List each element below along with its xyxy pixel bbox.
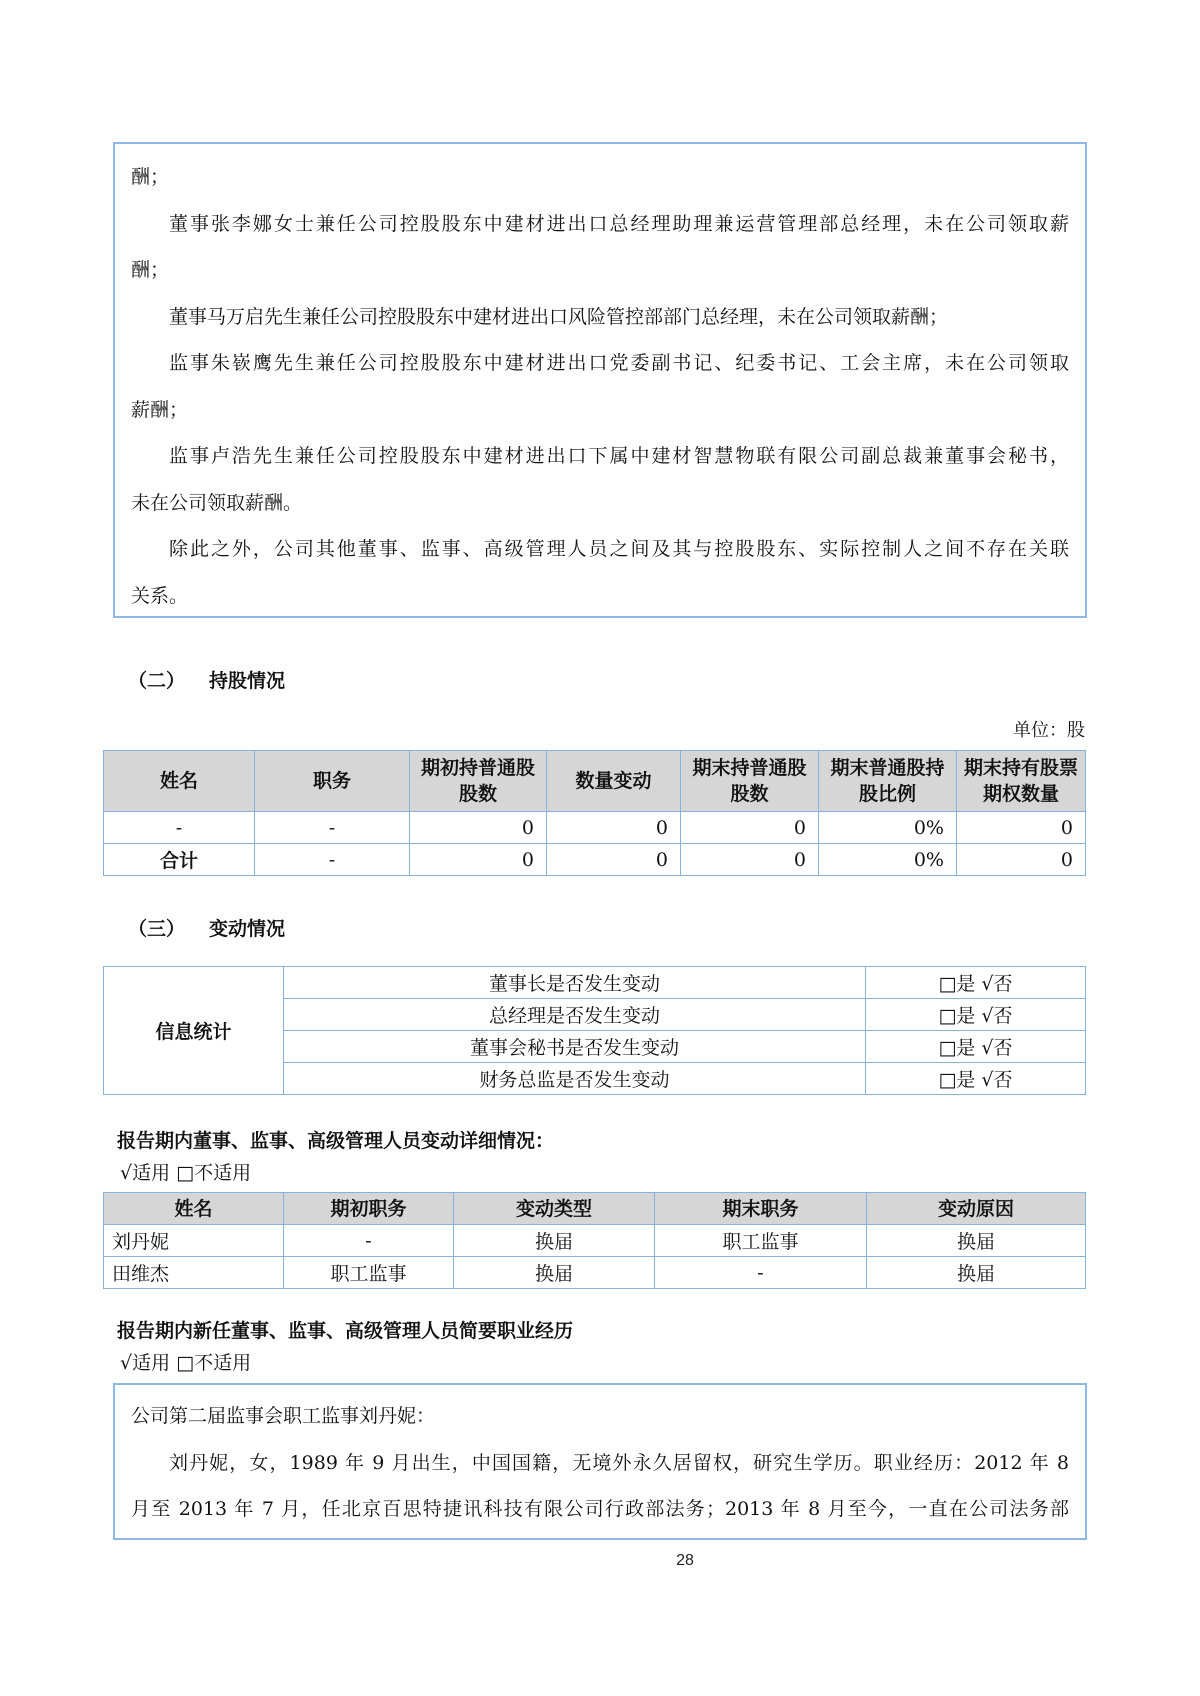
table-cell: 0% <box>819 844 957 876</box>
table-cell: 0 <box>681 812 819 844</box>
answer-cell: □是 √否 <box>866 967 1086 999</box>
column-header: 期末持普通股股数 <box>681 751 819 812</box>
question-cell: 董事会秘书是否发生变动 <box>284 1031 866 1063</box>
column-header: 姓名 <box>104 1193 284 1225</box>
table-header-row <box>104 1193 1086 1225</box>
answer-cell: □是 √否 <box>866 999 1086 1031</box>
applicability-note: √适用 □不适用 <box>120 1162 252 1184</box>
section-heading-changes <box>128 914 285 941</box>
table-row-total <box>104 844 1086 876</box>
question-cell: 总经理是否发生变动 <box>284 999 866 1031</box>
text-line: 监事卢浩先生兼任公司控股股东中建材进出口下属中建材智慧物联有限公司副总裁兼董事会秘书， <box>169 445 1069 467</box>
text-line: 刘丹妮，女，1989 年 9 月出生，中国国籍，无境外永久居留权，研究生学历。职业经历：2012 年 8 <box>169 1451 1069 1474</box>
table-cell: 0 <box>681 844 819 876</box>
column-header: 期初持普通股股数 <box>410 751 547 812</box>
text-line: 酬； <box>131 259 170 281</box>
table-cell: 0 <box>957 844 1086 876</box>
text-line: 董事马万启先生兼任公司控股股东中建材进出口风险管控部部门总经理，未在公司领取薪酬； <box>169 305 949 328</box>
column-header: 变动类型 <box>454 1193 655 1225</box>
section-heading-shareholding <box>128 666 285 693</box>
table-cell: 0 <box>957 812 1086 844</box>
table-cell: 职工监事 <box>655 1225 867 1257</box>
total-label-cell: 合计 <box>104 844 255 876</box>
table-cell: - <box>255 844 410 876</box>
table-cell: 换届 <box>454 1257 655 1289</box>
remuneration-note-box <box>113 142 1087 618</box>
answer-cell: □是 √否 <box>866 1031 1086 1063</box>
text-line: 酬； <box>131 166 170 188</box>
section-title: 持股情况 <box>209 670 286 692</box>
table-cell: 0% <box>819 812 957 844</box>
new-appointee-heading: 报告期内新任董事、监事、高级管理人员简要职业经历 <box>117 1320 574 1342</box>
change-detail-heading: 报告期内董事、监事、高级管理人员变动详细情况： <box>117 1130 555 1152</box>
table-cell: 换届 <box>867 1257 1086 1289</box>
column-header: 期初职务 <box>284 1193 454 1225</box>
table-cell: 0 <box>410 844 547 876</box>
section-label: （二） <box>128 670 186 692</box>
column-header: 期末职务 <box>655 1193 867 1225</box>
answer-cell: □是 √否 <box>866 1063 1086 1095</box>
column-header: 变动原因 <box>867 1193 1086 1225</box>
table-row <box>104 1225 1086 1257</box>
table-cell: - <box>284 1225 454 1257</box>
section-label: （三） <box>128 918 186 940</box>
personnel-change-table <box>103 1192 1086 1289</box>
column-header: 数量变动 <box>547 751 681 812</box>
table-cell: 换届 <box>867 1225 1086 1257</box>
column-header: 职务 <box>255 751 410 812</box>
table-cell: - <box>255 812 410 844</box>
applicability-note: √适用 □不适用 <box>120 1352 252 1374</box>
column-header: 姓名 <box>104 751 255 812</box>
text-line: 董事张李娜女士兼任公司控股股东中建材进出口总经理助理兼运营管理部总经理，未在公司领取薪 <box>169 212 1069 235</box>
text-line: 未在公司领取薪酬。 <box>131 491 303 514</box>
text-line: 公司第二届监事会职工监事刘丹妮： <box>131 1405 436 1427</box>
table-cell: 换届 <box>454 1225 655 1257</box>
biography-box <box>113 1383 1087 1540</box>
table-row <box>104 967 1086 999</box>
section-title: 变动情况 <box>209 918 286 940</box>
text-line: 关系。 <box>131 584 189 607</box>
name-cell: 刘丹妮 <box>104 1225 284 1257</box>
table-cell: - <box>104 812 255 844</box>
change-status-table <box>103 966 1086 1095</box>
shareholding-table <box>103 750 1086 876</box>
table-row <box>104 812 1086 844</box>
question-cell: 董事长是否发生变动 <box>284 967 866 999</box>
unit-note: 单位：股 <box>1013 720 1085 741</box>
question-cell: 财务总监是否发生变动 <box>284 1063 866 1095</box>
table-header-row <box>104 751 1086 812</box>
text-line: 月至 2013 年 7 月，任北京百思特捷讯科技有限公司行政部法务；2013 年 8 月至今，一直在公司法务部 <box>131 1498 1069 1520</box>
text-line: 除此之外，公司其他董事、监事、高级管理人员之间及其与控股股东、实际控制人之间不存在关联 <box>169 538 1069 560</box>
page-number: 28 <box>676 1552 694 1569</box>
table-cell: 0 <box>410 812 547 844</box>
row-group-label: 信息统计 <box>104 967 284 1095</box>
table-cell: 0 <box>547 844 681 876</box>
name-cell: 田维杰 <box>104 1257 284 1289</box>
text-line: 薪酬； <box>131 398 189 421</box>
table-row <box>104 1257 1086 1289</box>
table-cell: 0 <box>547 812 681 844</box>
table-cell: - <box>655 1257 867 1289</box>
column-header: 期末持有股票期权数量 <box>957 751 1086 812</box>
text-line: 监事朱嵚鹰先生兼任公司控股股东中建材进出口党委副书记、纪委书记、工会主席，未在公司领取 <box>169 352 1069 374</box>
column-header: 期末普通股持股比例 <box>819 751 957 812</box>
table-cell: 职工监事 <box>284 1257 454 1289</box>
